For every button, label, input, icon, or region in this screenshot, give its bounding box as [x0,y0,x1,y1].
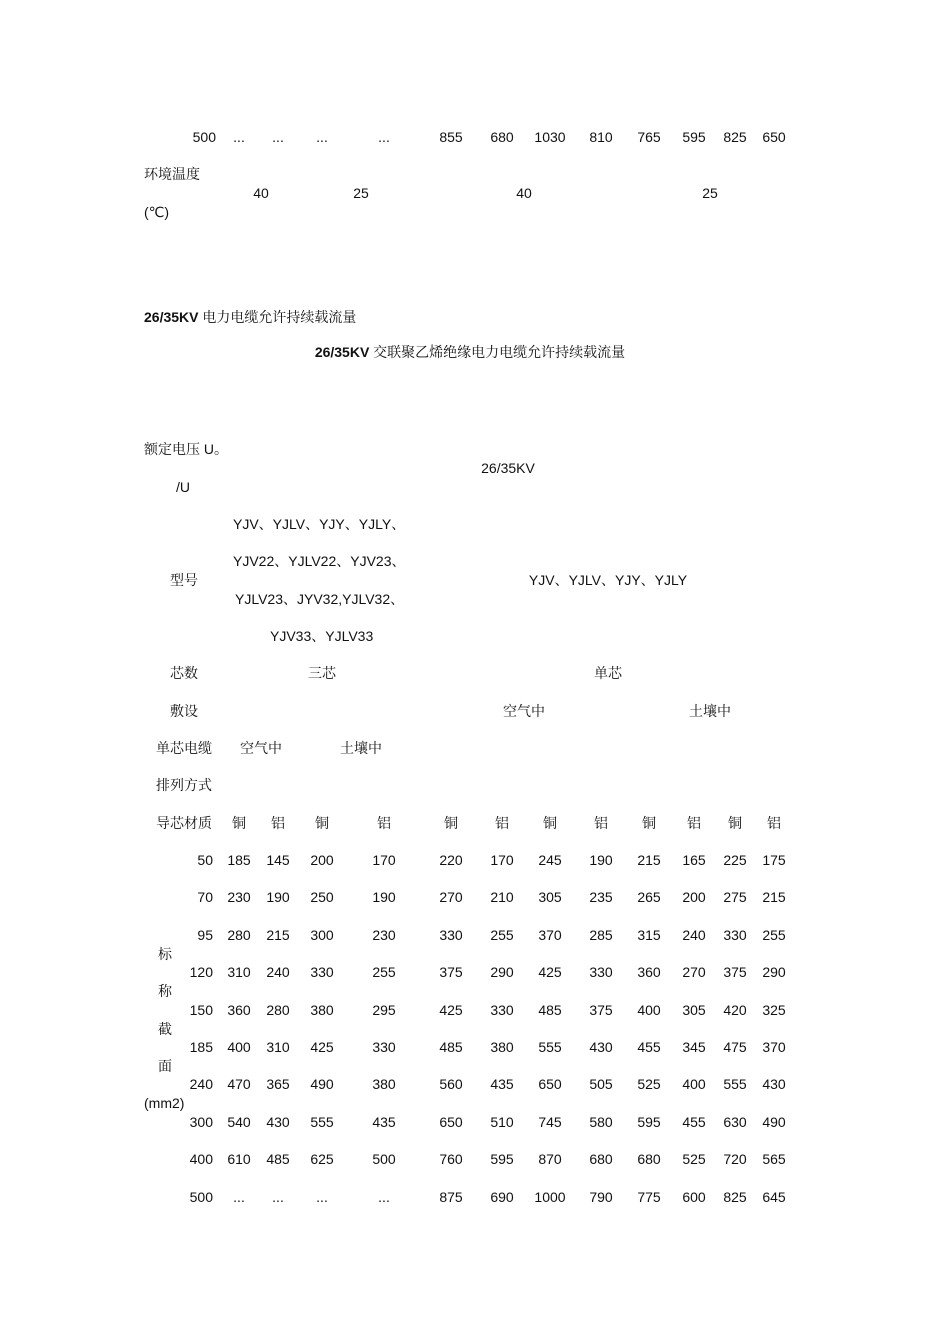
table-cell: 330 [723,927,747,943]
material-cell: 铝 [767,815,781,831]
table-cell: ... [378,1189,390,1205]
table-cell: 345 [682,1039,706,1055]
arrangement-air: 空气中 [240,740,282,756]
table-cell: 745 [538,1114,562,1130]
model-three-core-line: YJV33、YJLV33 [270,628,374,644]
table-cell: 400 [682,1076,706,1092]
laying-label: 敷设 [170,703,198,719]
material-cell: 铜 [728,815,742,831]
table-cell: 315 [637,927,661,943]
table-cell: 645 [762,1189,786,1205]
row-size: 500 [192,129,216,145]
material-cell: 铝 [271,815,285,831]
table-cell: 175 [762,852,786,868]
material-cell: 铜 [642,815,656,831]
cell: 650 [762,129,786,145]
table-cell: 680 [589,1151,613,1167]
table-cell: 210 [490,889,514,905]
table-cell: 145 [266,852,290,868]
table-cell: 305 [538,889,562,905]
row-size: 240 [189,1076,213,1092]
table-cell: 240 [266,964,290,980]
table-cell: 425 [538,964,562,980]
row-size: 95 [197,927,213,943]
section-heading [144,309,356,325]
table-cell: 215 [637,852,661,868]
table-cell: 650 [538,1076,562,1092]
table-cell: 565 [762,1151,786,1167]
table-cell: ... [233,1189,245,1205]
cell: 765 [637,129,661,145]
table-cell: ... [272,1189,284,1205]
section-label-char: 面 [158,1058,172,1074]
cell: ... [378,129,390,145]
table-cell: 310 [266,1039,290,1055]
ambient-unit: (℃) [144,204,170,220]
table-cell: 190 [589,852,613,868]
cell: 810 [589,129,613,145]
table-cell: 540 [227,1114,251,1130]
table-cell: 230 [227,889,251,905]
cell: 825 [723,129,747,145]
table-cell: 555 [310,1114,334,1130]
table-cell: 165 [682,852,706,868]
model-three-core-line: YJV22、YJLV22、YJV23、 [233,553,406,569]
material-cell: 铝 [495,815,509,831]
table-cell: 255 [490,927,514,943]
table-cell: 430 [589,1039,613,1055]
table-cell: 485 [439,1039,463,1055]
arrangement-soil: 土壤中 [340,740,382,756]
table-cell: 425 [439,1002,463,1018]
table-cell: 720 [723,1151,747,1167]
table-cell: 330 [490,1002,514,1018]
core-label: 芯数 [170,665,198,681]
table-cell: 360 [637,964,661,980]
section-label-unit: (mm2) [144,1095,185,1111]
table-cell: 790 [589,1189,613,1205]
table-cell: 215 [266,927,290,943]
table-cell: 370 [762,1039,786,1055]
table-cell: 760 [439,1151,463,1167]
cell: ... [272,129,284,145]
row-size: 70 [197,889,213,905]
table-cell: 280 [266,1002,290,1018]
table-cell: 435 [490,1076,514,1092]
table-cell: 505 [589,1076,613,1092]
arrangement-label-line2: 排列方式 [156,777,212,793]
table-cell: 690 [490,1189,514,1205]
table-title-voltage: 26/35KV [314,344,370,360]
table-cell: 425 [310,1039,334,1055]
ambient-value: 40 [516,185,532,201]
ambient-value: 25 [702,185,718,201]
table-cell: 330 [589,964,613,980]
cell: 1030 [534,129,566,145]
table-cell: 825 [723,1189,747,1205]
table-cell: 200 [682,889,706,905]
table-cell: 555 [723,1076,747,1092]
table-cell: 430 [762,1076,786,1092]
table-cell: 330 [372,1039,396,1055]
table-cell: 285 [589,927,613,943]
table-cell: 380 [372,1076,396,1092]
row-size: 500 [189,1189,213,1205]
table-cell: 375 [723,964,747,980]
table-cell: 490 [310,1076,334,1092]
table-cell: 430 [266,1114,290,1130]
table-cell: 300 [310,927,334,943]
material-cell: 铝 [377,815,391,831]
row-size: 400 [189,1151,213,1167]
section-heading-voltage: 26/35KV [144,309,199,325]
table-cell: 485 [266,1151,290,1167]
voltage-label-suffix: /U [176,479,190,495]
table-cell: 215 [762,889,786,905]
table-cell: 455 [637,1039,661,1055]
ambient-value: 40 [253,185,269,201]
core-single: 单芯 [594,665,622,681]
table-cell: 265 [637,889,661,905]
cell: ... [316,129,328,145]
row-size: 120 [189,964,213,980]
row-size: 50 [197,852,213,868]
section-label-char: 标 [158,946,172,962]
laying-air: 空气中 [503,703,545,719]
table-cell: 290 [762,964,786,980]
table-cell: 220 [439,852,463,868]
table-cell: 475 [723,1039,747,1055]
arrangement-label: 单芯电缆 [156,740,212,756]
laying-soil: 土壤中 [689,703,731,719]
table-cell: 230 [372,927,396,943]
table-cell: 305 [682,1002,706,1018]
table-cell: 270 [682,964,706,980]
model-three-core-line: YJLV23、JYV32,YJLV32、 [235,591,405,607]
material-label: 导芯材质 [156,815,212,831]
core-three: 三芯 [308,665,336,681]
table-cell: 630 [723,1114,747,1130]
table-cell: 400 [637,1002,661,1018]
cell: 595 [682,129,706,145]
table-cell: 245 [538,852,562,868]
table-cell: 290 [490,964,514,980]
table-cell: 595 [490,1151,514,1167]
table-cell: 170 [372,852,396,868]
table-cell: 365 [266,1076,290,1092]
table-cell: 875 [439,1189,463,1205]
material-cell: 铜 [315,815,329,831]
table-cell: 170 [490,852,514,868]
table-title [315,344,625,360]
table-cell: 330 [439,927,463,943]
table-cell: 185 [227,852,251,868]
model-label: 型号 [170,572,198,588]
material-cell: 铜 [444,815,458,831]
table-cell: 190 [266,889,290,905]
table-cell: 380 [490,1039,514,1055]
table-cell: 525 [637,1076,661,1092]
table-title-text: 交联聚乙烯绝缘电力电缆允许持续载流量 [369,344,626,360]
table-cell: 650 [439,1114,463,1130]
table-cell: 310 [227,964,251,980]
table-cell: 235 [589,889,613,905]
material-cell: 铜 [232,815,246,831]
table-cell: 240 [682,927,706,943]
section-label-char: 截 [158,1021,172,1037]
ambient-label: 环境温度 [144,166,200,182]
table-cell: 400 [227,1039,251,1055]
row-size: 300 [189,1114,213,1130]
cell: 855 [439,129,463,145]
voltage-label: 额定电压 U。 [144,441,228,457]
table-cell: 420 [723,1002,747,1018]
table-cell: 370 [538,927,562,943]
section-heading-text: 电力电缆允许持续载流量 [198,309,357,325]
table-cell: 200 [310,852,334,868]
table-cell: 500 [372,1151,396,1167]
table-cell: 610 [227,1151,251,1167]
table-cell: 510 [490,1114,514,1130]
table-cell: 525 [682,1151,706,1167]
table-cell: 625 [310,1151,334,1167]
table-cell: 600 [682,1189,706,1205]
table-cell: 375 [589,1002,613,1018]
table-cell: 870 [538,1151,562,1167]
row-size: 185 [189,1039,213,1055]
section-label-char: 称 [158,983,172,999]
table-cell: 375 [439,964,463,980]
material-cell: 铜 [543,815,557,831]
table-cell: 775 [637,1189,661,1205]
table-cell: 680 [637,1151,661,1167]
table-cell: 325 [762,1002,786,1018]
table-cell: 555 [538,1039,562,1055]
table-cell: 280 [227,927,251,943]
table-cell: 470 [227,1076,251,1092]
model-single-core: YJV、YJLV、YJY、YJLY [528,572,688,588]
material-cell: 铝 [687,815,701,831]
material-cell: 铝 [594,815,608,831]
table-cell: 255 [762,927,786,943]
table-cell: 490 [762,1114,786,1130]
table-cell: 255 [372,964,396,980]
table-cell: 270 [439,889,463,905]
table-cell: 360 [227,1002,251,1018]
table-cell: ... [316,1189,328,1205]
cell: 680 [490,129,514,145]
table-cell: 485 [538,1002,562,1018]
model-three-core-line: YJV、YJLV、YJY、YJLY、 [233,516,406,532]
table-cell: 580 [589,1114,613,1130]
table-cell: 190 [372,889,396,905]
table-cell: 435 [372,1114,396,1130]
table-cell: 330 [310,964,334,980]
table-cell: 275 [723,889,747,905]
table-cell: 250 [310,889,334,905]
row-size: 150 [189,1002,213,1018]
table-cell: 455 [682,1114,706,1130]
table-cell: 560 [439,1076,463,1092]
ambient-value: 25 [353,185,369,201]
cell: ... [233,129,245,145]
voltage-value: 26/35KV [481,460,535,476]
table-cell: 295 [372,1002,396,1018]
table-cell: 380 [310,1002,334,1018]
table-cell: 595 [637,1114,661,1130]
table-cell: 225 [723,852,747,868]
table-cell: 1000 [534,1189,566,1205]
